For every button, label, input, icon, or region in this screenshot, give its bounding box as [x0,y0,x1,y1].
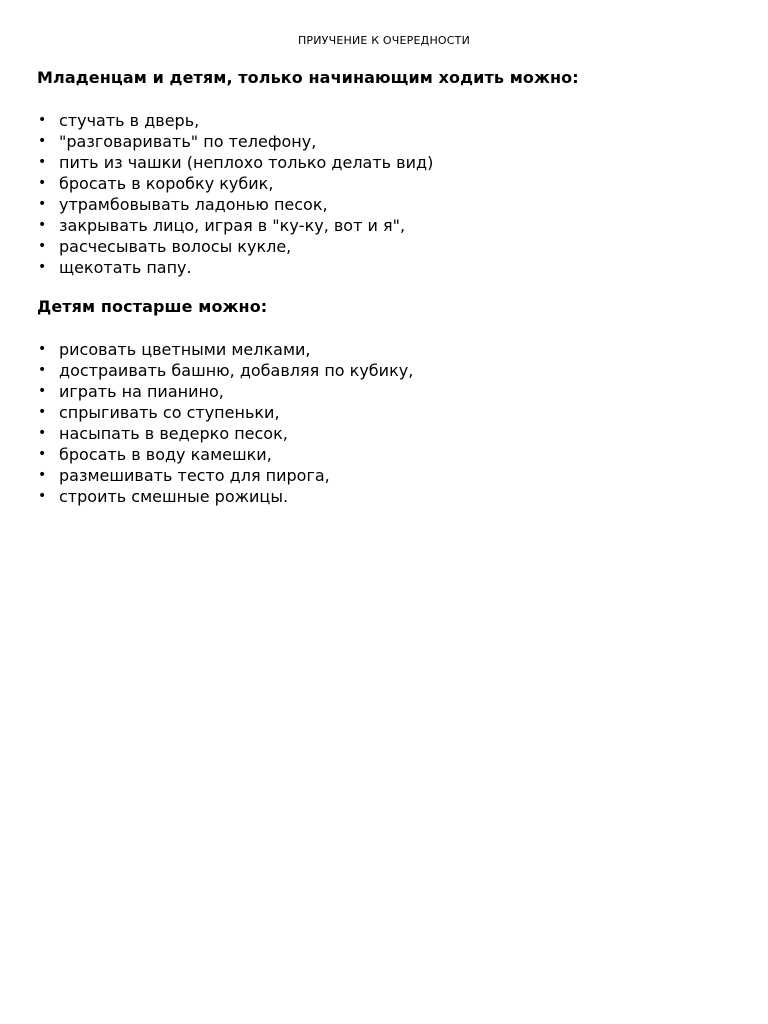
list-item [37,444,737,465]
list-item-text: размешивать тесто для пирога, [59,466,330,485]
list-item-text: насыпать в ведерко песок, [59,424,288,443]
list-item [37,131,737,152]
bullet-icon: • [38,133,47,149]
list-item [37,257,737,278]
list-item-text: "разговаривать" по телефону, [59,132,317,151]
section-heading: Детям постарше можно: [37,297,268,316]
list-item [37,152,737,173]
bullet-icon: • [38,259,47,275]
list-item-text: строить смешные рожицы. [59,487,289,506]
list-item [37,339,737,360]
bullet-list [37,110,737,278]
bullet-icon: • [38,488,47,504]
list-item [37,173,737,194]
bullet-icon: • [38,238,47,254]
list-item-text: рисовать цветными мелками, [59,340,311,359]
list-item-text: пить из чашки (неплохо только делать вид) [59,153,434,172]
bullet-icon: • [38,383,47,399]
list-item [37,486,737,507]
list-item [37,360,737,381]
bullet-icon: • [38,446,47,462]
bullet-icon: • [38,341,47,357]
bullet-list [37,339,737,507]
document-title: ПРИУЧЕНИЕ К ОЧЕРЕДНОСТИ [297,34,471,47]
bullet-icon: • [38,362,47,378]
list-item [37,215,737,236]
section-older-children [37,295,737,507]
section-infants [37,66,737,278]
list-item-text: щекотать папу. [59,258,192,277]
list-item-text: закрывать лицо, играя в "ку-ку, вот и я", [59,216,406,235]
bullet-icon: • [38,404,47,420]
list-item-text: спрыгивать со ступеньки, [59,403,280,422]
list-item-text: играть на пианино, [59,382,224,401]
list-item [37,423,737,444]
list-item-text: достраивать башню, добавляя по кубику, [59,361,414,380]
section-heading: Младенцам и детям, только начинающим ходить можно: [37,68,579,87]
list-item-text: бросать в воду камешки, [59,445,272,464]
list-item-text: расчесывать волосы кукле, [59,237,292,256]
bullet-icon: • [38,154,47,170]
bullet-icon: • [38,196,47,212]
list-item-text: бросать в коробку кубик, [59,174,274,193]
bullet-icon: • [38,467,47,483]
bullet-icon: • [38,175,47,191]
bullet-icon: • [38,425,47,441]
bullet-icon: • [38,217,47,233]
list-item [37,402,737,423]
bullet-icon: • [38,112,47,128]
list-item [37,194,737,215]
list-item-text: стучать в дверь, [59,111,200,130]
list-item-text: утрамбовывать ладонью песок, [59,195,328,214]
list-item [37,381,737,402]
list-item [37,236,737,257]
list-item [37,110,737,131]
list-item [37,465,737,486]
